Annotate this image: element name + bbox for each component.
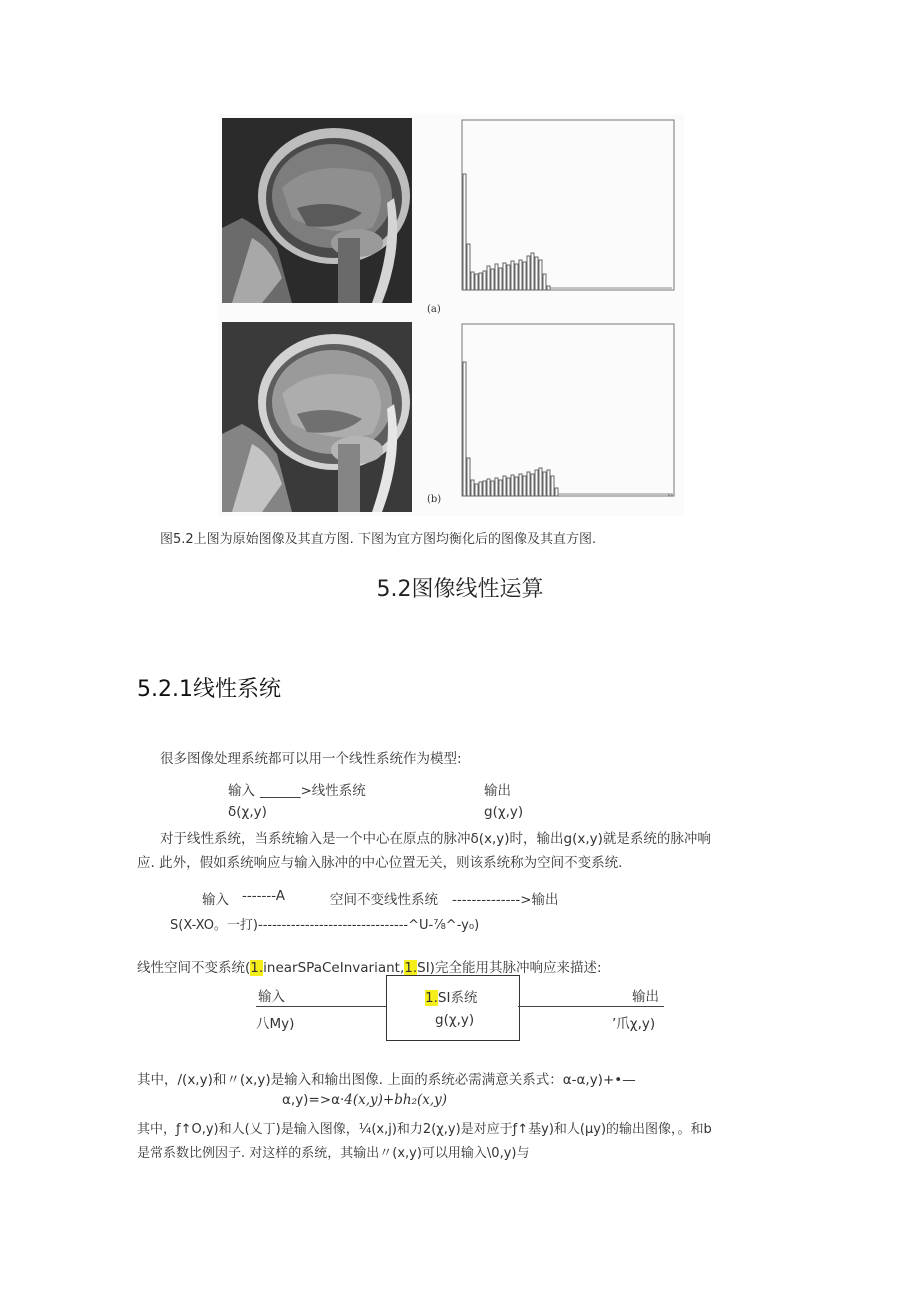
diagram3-output-line <box>518 1006 664 1007</box>
diagram1-input-signal: δ(χ,y) <box>228 804 267 820</box>
diagram1-input-label: 输入 <box>228 783 255 799</box>
diagram3-input-label: 输入 <box>258 989 285 1005</box>
paragraph-relation-equation <box>282 1092 447 1108</box>
diagram2-arrow: -------A <box>242 888 286 904</box>
mri-sagittal-graphic <box>222 118 412 303</box>
histogram-equalized-plot <box>440 318 678 508</box>
diagram2-output-arrow: -------------->输出 <box>452 892 559 908</box>
mri-image-equalized <box>222 322 412 512</box>
lsi-box-highlight: 1. <box>425 990 438 1006</box>
histogram-original-plot <box>440 114 678 304</box>
paragraph-impulse-line1: 对于线性系统，当系统输入是一个中心在原点的脉冲δ(x,y)时，输出g(x,y)就是系统的脉冲响 <box>160 831 711 847</box>
lsi-highlight-1: 1. <box>250 960 264 976</box>
figure-label-a: (a) <box>427 304 441 315</box>
histogram-original <box>440 114 678 304</box>
diagram1-output-label: 输出 <box>484 783 511 799</box>
lsi-box-signal: g(χ,y) <box>435 1012 475 1028</box>
paragraph-inputs-line1: 其中，ƒ↑O,y)和人(乂丁)是输入图像，¼(x,j)和力2(χ,y)是对应于ƒ↑基y)和人(μy)的输出图像，。和b <box>137 1122 712 1137</box>
diagram3-input-line <box>256 1006 386 1007</box>
equation-body: 4(x,y)+bh₂(x,y) <box>344 1092 448 1108</box>
lsi-highlight-2: 1. <box>404 960 418 976</box>
diagram3-output-label: 输出 <box>632 989 659 1005</box>
lsi-mid-1: inearSPaCeInvariant, <box>263 960 405 976</box>
subsection-title: 5.2.1线性系统 <box>137 677 281 702</box>
lsi-system-box <box>386 975 520 1041</box>
diagram3-output-signal: ’爪χ,y) <box>612 1016 656 1032</box>
lsi-box-title-text: SI系统 <box>437 990 478 1006</box>
paragraph-relation-line1: 其中，/(x,y)和〃(x,y)是输入和输出图像. 上面的系统必需满意关系式：α-α,y)+•— <box>137 1072 636 1088</box>
paragraph-impulse-line2: 应. 此外，假如系统响应与输入脉冲的中心位置无关，则该系统称为空间不变系统. <box>137 855 623 871</box>
diagram2-system-label: 空间不变线性系统 <box>330 892 438 908</box>
equation-prefix: α,y)=>α· <box>282 1092 345 1108</box>
lsi-mid-2: SI)完全能用其脉冲响应来描述: <box>417 960 602 976</box>
mri-sagittal-equalized-graphic <box>222 322 412 512</box>
paragraph-intro: 很多图像处理系统都可以用一个线性系统作为模型: <box>160 751 462 767</box>
diagram1-output-signal: g(χ,y) <box>484 804 524 820</box>
histogram-equalized <box>440 318 678 508</box>
diagram3-input-signal: 八My) <box>256 1016 295 1032</box>
lsi-box-title <box>425 986 477 1006</box>
lsi-description <box>137 956 602 976</box>
lsi-prefix: 线性空间不变系统( <box>137 960 251 976</box>
diagram2-signal-line: S(X-XO。一打)--------------------------------^U-⅞^-y₀) <box>170 918 480 933</box>
figure-caption: 图5.2上图为原始图像及其直方图. 下图为宜方图均衡化后的图像及其直方图. <box>160 532 597 547</box>
paragraph-inputs-line2: 是常系数比例因子. 对这样的系统，其输出〃(x,y)可以用输入\0,y)与 <box>137 1146 530 1161</box>
mri-image-original <box>222 118 412 303</box>
diagram1-arrow: ______>线性系统 <box>260 783 366 799</box>
section-title: 5.2图像线性运算 <box>376 577 544 602</box>
figure-label-b: (b) <box>427 494 442 505</box>
diagram2-input-label: 输入 <box>202 892 229 908</box>
figure-panel <box>218 114 684 516</box>
